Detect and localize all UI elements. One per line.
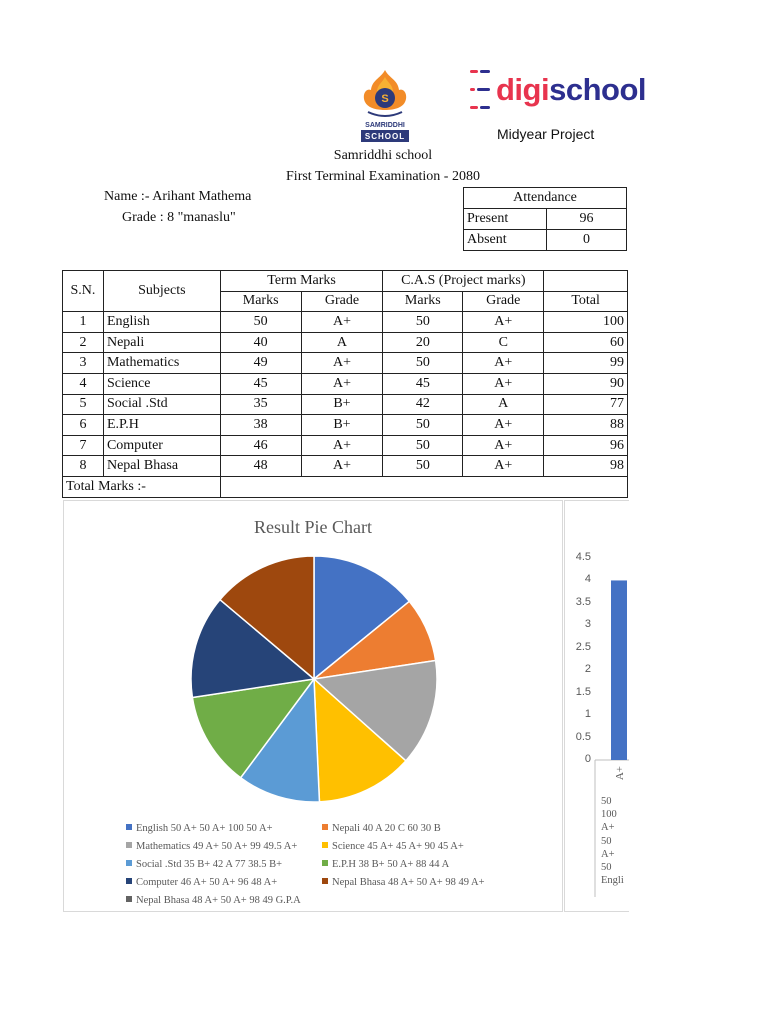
row-term-marks: 35 (220, 394, 301, 415)
student-grade: Grade : 8 "manaslu" (122, 210, 236, 225)
absent-value: 0 (547, 230, 627, 251)
attendance-table (463, 187, 627, 251)
y-tick-label: 4 (584, 573, 591, 586)
row-subject: Mathematics (103, 353, 220, 374)
row-sn: 7 (63, 435, 104, 456)
table-row (63, 456, 628, 477)
row-term-grade: A+ (301, 456, 383, 477)
legend-swatch (322, 842, 328, 848)
legend-swatch (126, 878, 132, 884)
row-term-grade: A+ (301, 373, 383, 394)
y-tick-label: 0.5 (575, 730, 591, 743)
samriddhi-school-logo (358, 68, 412, 144)
header-sn: S.N. (63, 271, 104, 312)
y-tick-label: 1 (584, 708, 591, 721)
exam-title: First Terminal Examination - 2080 (286, 169, 480, 184)
row-cas-marks: 50 (383, 353, 463, 374)
row-cas-marks: 20 (383, 332, 463, 353)
svg-text:S: S (381, 93, 389, 105)
header-term-grade-col: Grade (301, 291, 383, 312)
row-sn: 8 (63, 456, 104, 477)
row-cas-grade: A+ (463, 373, 544, 394)
legend-swatch (126, 842, 132, 848)
header-term-marks-col: Marks (220, 291, 301, 312)
legend-label: Mathematics 49 A+ 50 A+ 99 49.5 A+ (136, 841, 298, 852)
table-row (63, 373, 628, 394)
total-marks-label: Total Marks :- (63, 476, 221, 497)
row-total: 88 (544, 415, 628, 436)
row-term-marks: 50 (220, 312, 301, 333)
category-line: 50 (601, 862, 612, 873)
attendance-title: Attendance (464, 188, 627, 209)
legend-label: Nepali 40 A 20 C 60 30 B (332, 823, 441, 834)
header-cas-grade-col: Grade (463, 291, 544, 312)
row-cas-grade: A+ (463, 312, 544, 333)
row-term-marks: 38 (220, 415, 301, 436)
category-line: Engli (601, 875, 624, 887)
present-value: 96 (547, 209, 627, 230)
legend-swatch (126, 860, 132, 866)
category-line: A+ (601, 822, 615, 834)
bar-chart (565, 501, 629, 911)
legend-item (322, 841, 464, 852)
pie-chart-panel (63, 500, 563, 912)
row-term-grade: B+ (301, 415, 383, 436)
svg-text:SCHOOL: SCHOOL (364, 132, 406, 141)
legend-item (322, 859, 449, 870)
row-subject: E.P.H (103, 415, 220, 436)
school-name: Samriddhi school (333, 148, 433, 163)
legend-label: Computer 46 A+ 50 A+ 96 48 A+ (136, 877, 278, 888)
header-subjects: Subjects (103, 271, 220, 312)
legend-swatch (126, 896, 132, 902)
project-subtitle: Midyear Project (497, 126, 595, 142)
legend-swatch (322, 824, 328, 830)
legend-label: Science 45 A+ 45 A+ 90 45 A+ (332, 841, 464, 852)
digischool-lines-icon (470, 63, 492, 117)
present-label: Present (464, 209, 547, 230)
legend-item (126, 877, 277, 888)
row-sn: 6 (63, 415, 104, 436)
legend-swatch (126, 824, 132, 830)
header-empty (544, 271, 628, 292)
row-cas-marks: 50 (383, 435, 463, 456)
row-cas-marks: 42 (383, 394, 463, 415)
pie-chart-title: Result Pie Chart (254, 517, 372, 537)
category-line: 50 (601, 796, 612, 807)
row-subject: Social .Std (103, 394, 220, 415)
legend-item (126, 823, 273, 834)
category-line: 100 (601, 809, 617, 821)
table-row (63, 353, 628, 374)
table-row (63, 312, 628, 333)
legend-label: Social .Std 35 B+ 42 A 77 38.5 B+ (136, 859, 283, 870)
row-cas-marks: 45 (383, 373, 463, 394)
row-total: 99 (544, 353, 628, 374)
legend-label: E.P.H 38 B+ 50 A+ 88 44 A (332, 859, 450, 870)
row-term-marks: 45 (220, 373, 301, 394)
category-line: 50 (601, 835, 612, 847)
row-total: 100 (544, 312, 628, 333)
row-total: 90 (544, 373, 628, 394)
row-term-grade: A+ (301, 312, 383, 333)
row-subject: English (103, 312, 220, 333)
legend-swatch (322, 878, 328, 884)
brand-suffix: school (549, 72, 647, 107)
row-cas-grade: A+ (463, 456, 544, 477)
row-cas-marks: 50 (383, 415, 463, 436)
y-tick-label: 3 (584, 618, 591, 631)
y-tick-label: 0 (584, 753, 591, 765)
row-subject: Science (103, 373, 220, 394)
bar (611, 580, 627, 760)
row-sn: 4 (63, 373, 104, 394)
row-total: 96 (544, 435, 628, 456)
y-tick-label: 1.5 (575, 685, 591, 698)
row-cas-marks: 50 (383, 456, 463, 477)
total-marks-value (220, 476, 627, 497)
row-term-marks: 49 (220, 353, 301, 374)
row-subject: Computer (103, 435, 220, 456)
row-term-grade: A (301, 332, 383, 353)
y-tick-label: 2.5 (575, 640, 591, 653)
row-total: 77 (544, 394, 628, 415)
row-term-grade: A+ (301, 435, 383, 456)
y-tick-label: 3.5 (575, 595, 591, 608)
row-total: 60 (544, 332, 628, 353)
table-row (63, 435, 628, 456)
header-cas: C.A.S (Project marks) (383, 271, 544, 292)
row-cas-marks: 50 (383, 312, 463, 333)
absent-label: Absent (464, 230, 547, 251)
legend-item (126, 895, 301, 906)
digischool-logo (470, 72, 646, 108)
legend-label: Nepal Bhasa 48 A+ 50 A+ 98 49 A+ (332, 877, 485, 888)
row-sn: 2 (63, 332, 104, 353)
student-name: Name :- Arihant Mathema (104, 189, 252, 204)
table-row (63, 332, 628, 353)
row-term-grade: A+ (301, 353, 383, 374)
row-subject: Nepal Bhasa (103, 456, 220, 477)
legend-item (126, 841, 297, 852)
row-sn: 3 (63, 353, 104, 374)
y-tick-label: 4.5 (575, 551, 591, 563)
legend-item (126, 859, 282, 870)
header-total: Total (544, 291, 628, 312)
category-line: A+ (601, 848, 615, 860)
svg-text:SAMRIDDHI: SAMRIDDHI (365, 122, 405, 129)
row-sn: 5 (63, 394, 104, 415)
header-term-marks: Term Marks (220, 271, 383, 292)
brand-prefix: digi (496, 72, 550, 107)
row-term-grade: B+ (301, 394, 383, 415)
table-row (63, 415, 628, 436)
row-cas-grade: A+ (463, 353, 544, 374)
row-term-marks: 40 (220, 332, 301, 353)
legend-item (322, 877, 485, 888)
table-row (63, 394, 628, 415)
row-cas-grade: C (463, 332, 544, 353)
row-total: 98 (544, 456, 628, 477)
row-cas-grade: A (463, 394, 544, 415)
marks-table (62, 270, 628, 498)
x-category-label: A+ (614, 766, 626, 781)
header-cas-marks-col: Marks (383, 291, 463, 312)
legend-item (322, 823, 441, 834)
row-cas-grade: A+ (463, 435, 544, 456)
row-term-marks: 48 (220, 456, 301, 477)
legend-swatch (322, 860, 328, 866)
bar-chart-panel (564, 500, 629, 912)
row-sn: 1 (63, 312, 104, 333)
row-subject: Nepali (103, 332, 220, 353)
row-cas-grade: A+ (463, 415, 544, 436)
y-tick-label: 2 (584, 663, 591, 676)
legend-label: Nepal Bhasa 48 A+ 50 A+ 98 49 G.P.A (136, 895, 301, 906)
legend-label: English 50 A+ 50 A+ 100 50 A+ (136, 823, 273, 834)
row-term-marks: 46 (220, 435, 301, 456)
